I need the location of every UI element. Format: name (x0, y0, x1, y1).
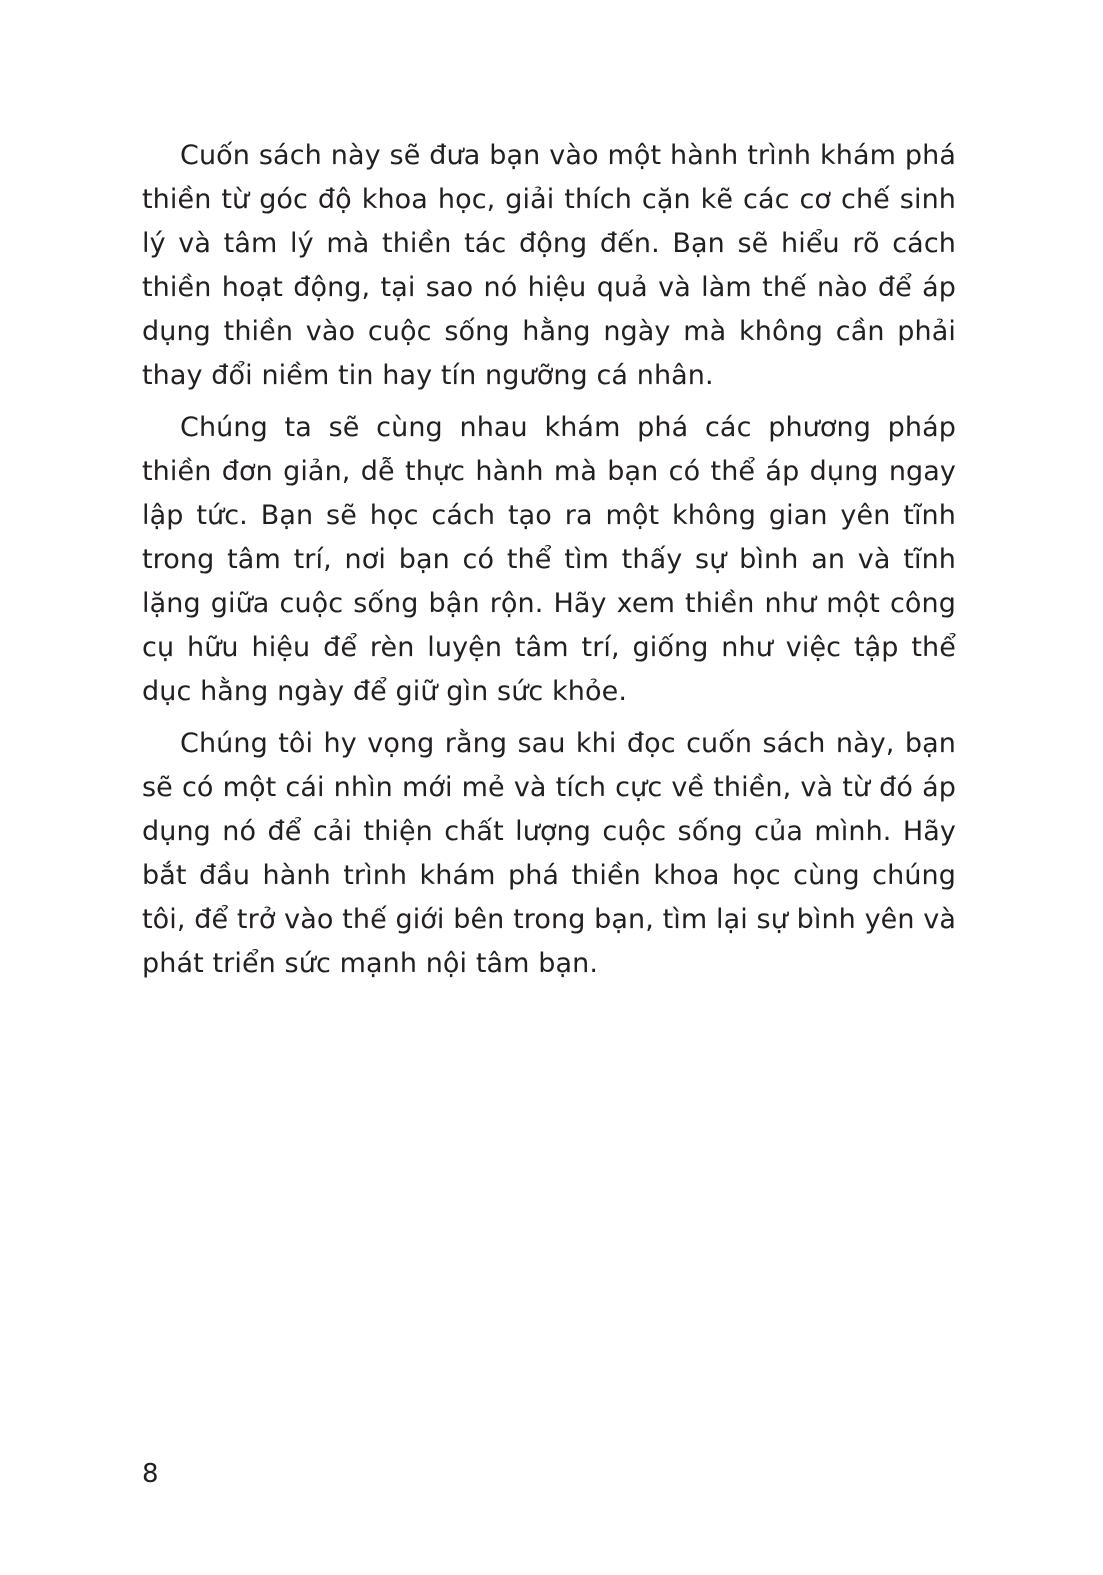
paragraph-1: Cuốn sách này sẽ đưa bạn vào một hành trình khám phá thiền từ góc độ khoa học, giải thích cặn kẽ các cơ chế sinh lý và tâm lý mà thiền tác động đến. Bạn sẽ hiểu rõ cách thiền hoạt động, tại sao nó hiệu quả và làm thế nào để áp dụng thiền vào cuộc sống hằng ngày mà không cần phải thay đổi niềm tin hay tín ngưỡng cá nhân. (142, 140, 956, 391)
page-number: 8 (142, 1459, 159, 1489)
body-text (142, 134, 956, 994)
paragraph-2: Chúng ta sẽ cùng nhau khám phá các phương pháp thiền đơn giản, dễ thực hành mà bạn có thể áp dụng ngay lập tức. Bạn sẽ học cách tạo ra một không gian yên tĩnh trong tâm trí, nơi bạn có thể tìm thấy sự bình an và tĩnh lặng giữa cuộc sống bận rộn. Hãy xem thiền như một công cụ hữu hiệu để rèn luyện tâm trí, giống như việc tập thể dục hằng ngày để giữ gìn sức khỏe. (142, 412, 956, 707)
paragraph-3: Chúng tôi hy vọng rằng sau khi đọc cuốn sách này, bạn sẽ có một cái nhìn mới mẻ và tích cực về thiền, và từ đó áp dụng nó để cải thiện chất lượng cuộc sống của mình. Hãy bắt đầu hành trình khám phá thiền khoa học cùng chúng tôi, để trở vào thế giới bên trong bạn, tìm lại sự bình yên và phát triển sức mạnh nội tâm bạn. (142, 728, 956, 979)
